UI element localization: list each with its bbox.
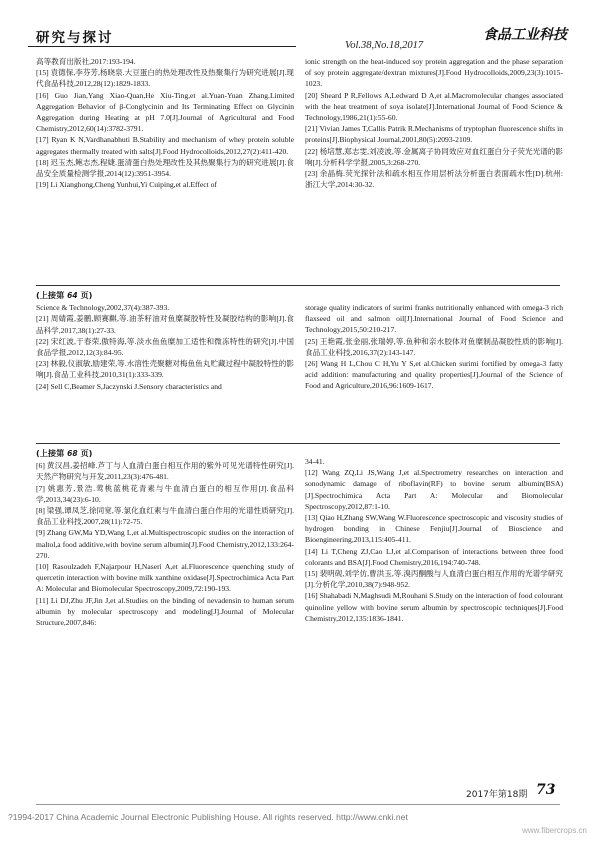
reference-item: [26] Wang H L,Chou C H,Yu Y S,et al.Chicken surimi fortified by omega-3 fatty acid addition: manufacturing and quality properties[J].Journal of the Science of Food and Agriculture,2016,96:1609-1617. bbox=[305, 359, 563, 391]
reference-item: [17] Ryan K N,Vardhanabhuti B.Stability and mechanism of whey protein soluble aggregates thermally treated with salts[J].Food Hydrocolloids,2012,27(2):411-420. bbox=[36, 135, 294, 156]
block2-right-column bbox=[305, 302, 563, 392]
continued-from-label bbox=[36, 290, 294, 301]
reference-item: [20] Sheard P R,Fellows A,Ledward D A,et al.Macromolecular changes associated with the heat treatment of soya isolate[J].International Journal of Food Science & Technology,1986,21(1):55-60. bbox=[305, 90, 563, 123]
reference-item: [16] Guo Jian,Yang Xiao-Quan,He Xiu-Ting,et al.Yuan-Yuan Zhang.Limited Aggregation Behavior of β-Conglycinin and Its Terminating Effect on Glycinin Aggregation during Heating at pH 7.0[J].Journal of Agricultural and Food Chemistry,2012,60(14):3782-3791. bbox=[36, 90, 294, 134]
reference-item: 高等教育出版社,2017:193-194. bbox=[36, 57, 136, 66]
continue-page: 68 bbox=[67, 449, 78, 458]
continue-suffix: 页) bbox=[80, 448, 93, 458]
reference-item: [23] 余晶梅.荧光探针法和疏水相互作用层析法分析蛋白表面疏水性[D].杭州:浙江大学,2014:30-32. bbox=[305, 169, 563, 190]
reference-item: [9] Zhang GW,Ma YD,Wang L,et al.Multispectroscopic studies on the interaction of maltol,a food additive,with bovine serum albumin[J].Food Chemistry,2012,133:264-270. bbox=[36, 528, 294, 560]
reference-item: Science & Technology,2002,37(4):387-393. bbox=[36, 303, 170, 313]
reference-item: [12] Wang ZQ,Li JS,Wang J,et al.Spectrometry researches on interaction and sonodynamic damage of riboflavin(RF) to bovine serum albumin(BSA)[J].Spectrochimica Acta Part A: Molecular and Biomolecular Spectroscopy,2012,87:1-10. bbox=[305, 468, 563, 511]
reference-item: [6] 黄汉昌,姜招峰.芦丁与人血清白蛋白相互作用的紫外可见光谱特性研究[J].天然产物研究与开发,2011,23(3):476-481. bbox=[36, 461, 294, 482]
reference-item: [14] Li T,Cheng ZJ,Cao LJ,et al.Comparison of interactions between three food colorants and BSA[J].Food Chemistry,2016,194:740-748. bbox=[305, 546, 563, 567]
reference-item: [23] 林毅,仪淑敏,励建荣,等.水溶性壳聚糖对梅鱼鱼丸贮藏过程中凝胶特性的影响[J].食品工业科技,2010,31(1):333-339. bbox=[36, 359, 294, 380]
reference-item: [7] 姚惠芳,景浩.莺桃蓝桃花青素与牛血清白蛋白的相互作用[J].食品科学,2013,34(23):6-10. bbox=[36, 483, 294, 504]
section-divider bbox=[36, 285, 560, 286]
reference-item: [18] 迟玉杰,鲍志杰,程婕.蛋清蛋白热处理改性及其热聚集行为的研究进展[J].食品安全质量检测学报,2014(12):3951-3954. bbox=[36, 157, 294, 179]
reference-item: [11] Li DJ,Zhu JF,Jin J,et al.Studies on the binding of nevadensin to human serum albumin by molecular spectroscopy and modeling[J].Journal of Molecular Structure,2007,846: bbox=[36, 595, 294, 628]
block1-left-column bbox=[36, 56, 294, 190]
continue-label: (上接第 bbox=[36, 290, 65, 300]
block2-left-column bbox=[36, 290, 294, 392]
block1-right-column bbox=[305, 56, 563, 190]
reference-item: [21] 周婧霞,姜鹏,顾赛麒,等.油茶籽油对鱼糜凝胶特性及凝胶结构的影响[J].食品科学,2017,38(1):27-33. bbox=[36, 314, 294, 335]
reference-item: [15] 裴明砚,刘学仿,曹洪玉,等.溴丙酮酸与人血清白蛋白相互作用的光谱学研究[J].分析化学,2010,38(7):948-952. bbox=[305, 569, 563, 590]
watermark: www.fibercrops.cn bbox=[522, 826, 587, 835]
reference-item: storage quality indicators of surimi franks nutritionally enhanced with omega-3 rich flaxseed oil and salmon oil[J].International Journal of Food Science and Technology,2015,50:210-217. bbox=[305, 303, 563, 335]
reference-item: [13] Qiao H,Zhang SW,Wang W.Fluorescence spectroscopic and viscosity studies of hydrogen bonding in Chinese Fenjiu[J].Journal of Bioscience and Bioengineering,2013,115:405-411. bbox=[305, 513, 563, 545]
reference-item: [25] 王艳霞,张金丽,张瑞婷,等.鱼种和亲水胶体对鱼糜制品凝胶性质的影响[J].食品工业科技,2016,37(2):143-147. bbox=[305, 336, 563, 357]
header-rule bbox=[28, 46, 296, 47]
page-number: 73 bbox=[536, 782, 556, 798]
reference-item: [15] 袁德保,李芬芳,杨晓泉.大豆蛋白的热处理改性及热聚集行为研究进展[J].现代食品科技,2012,28(12):1829-1833. bbox=[36, 68, 294, 89]
reference-item: [8] 梁强,谭凤芝,徐同宽,等.氯化血红素与牛血清白蛋白作用的光谱性质研究[J].食品工业科技,2007,28(11):72-75. bbox=[36, 506, 294, 527]
block3-right-column bbox=[305, 456, 563, 624]
reference-item: ionic strength on the heat-induced soy protein aggregation and the phase separation of soy protein aggregate/dextran mixtures[J].Food Hydrocolloids,2009,23(3):1015-1023. bbox=[305, 57, 563, 89]
issue-label: 2017年第18期 bbox=[466, 790, 528, 800]
reference-item: [22] 宋红波,于春荣,傲特海,等.淡水鱼鱼糜加工适性和微冻特性的研究[J].中国食品学报,2012,12(3):84-95. bbox=[36, 336, 294, 358]
continued-from-label bbox=[36, 448, 294, 459]
continue-page: 64 bbox=[67, 291, 78, 300]
reference-item: [22] 杨培慧,郑志雯,刘凌波,等.金属离子协同效应对血红蛋白分子荧光光谱的影响[J].分析科学学报,2005,3:268-270. bbox=[305, 146, 563, 167]
section-divider bbox=[36, 443, 560, 444]
volume-info: Vol.38,No.18,2017 bbox=[345, 40, 424, 51]
reference-item: [19] Li Xianghong,Cheng Yunhui,Yi Cuiping,et al.Effect of bbox=[36, 180, 217, 190]
continue-label: (上接第 bbox=[36, 448, 65, 458]
reference-item: [24] Sell C,Beamer S,Jaczynski J.Sensory characteristics and bbox=[36, 381, 222, 391]
reference-item: 34-41. bbox=[305, 457, 325, 466]
reference-item: [21] Vivian James T,Callis Patrik R.Mechanisms of tryptophan fluorescence shifts in proteins[J].Biophysical Journal,2001,80(5):2093-2109. bbox=[305, 124, 563, 145]
block3-left-column bbox=[36, 448, 294, 628]
reference-item: [10] Rasoulzadeh F,Najarpour H,Naseri A,et al.Fluorescence quenching study of quercetin interaction with bovine milk xanthine oxidase[J].Spectrochimica Acta Part A: Molecular and Biomolecular Spectroscopy,2009,72:190-193. bbox=[36, 562, 294, 594]
journal-logo: 食品工业科技 bbox=[483, 27, 567, 43]
footer-rule bbox=[36, 804, 560, 805]
reference-item: [16] Shahabadi N,Maghsudi M,Rouhani S.Study on the interaction of food colourant quinoline yellow with bovine serum albumin by spectroscopic techniques[J].Food Chemistry,2012,135:1836-1841. bbox=[305, 591, 563, 623]
section-title: 研究与探讨 bbox=[36, 30, 114, 46]
copyright-notice: ?1994-2017 China Academic Journal Electronic Publishing House. All rights reserved. http://www.cnki.net bbox=[8, 812, 408, 822]
continue-suffix: 页) bbox=[80, 290, 93, 300]
